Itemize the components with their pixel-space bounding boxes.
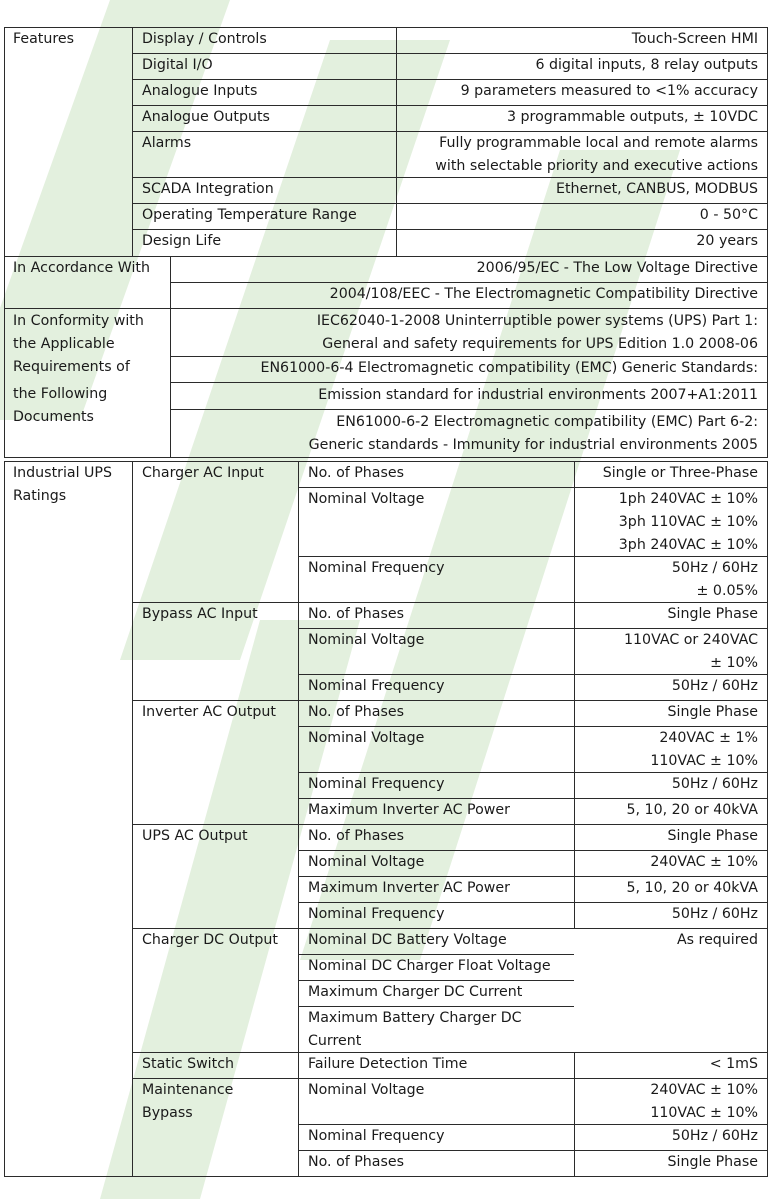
row-divider bbox=[132, 79, 768, 80]
param-value: 50Hz / 60Hz bbox=[671, 776, 758, 792]
feature-label: Analogue Inputs bbox=[142, 83, 258, 99]
param-label: No. of Phases bbox=[308, 704, 405, 720]
row-divider bbox=[298, 674, 768, 675]
param-value: Single Phase bbox=[667, 1154, 758, 1170]
param-value: 3ph 110VAC ± 10% bbox=[618, 514, 758, 530]
feature-label: Design Life bbox=[142, 233, 222, 249]
standard-item: EN61000-6-2 Electromagnetic compatibility (EMC) Part 6-2: bbox=[336, 414, 758, 430]
row-divider bbox=[298, 798, 768, 799]
group-divider bbox=[132, 602, 768, 603]
row-divider bbox=[298, 556, 768, 557]
feature-label: Operating Temperature Range bbox=[142, 207, 357, 223]
conformity-title: In Conformity with bbox=[13, 313, 144, 329]
param-label: Nominal Voltage bbox=[308, 491, 425, 507]
standard-item: IEC62040-1-2008 Uninterruptible power systems (UPS) Part 1: bbox=[316, 313, 758, 329]
ratings-title: Industrial UPS bbox=[13, 465, 112, 481]
column-divider bbox=[574, 461, 575, 929]
param-label: Maximum Inverter AC Power bbox=[308, 880, 510, 896]
param-label: Nominal Frequency bbox=[308, 678, 445, 694]
param-label: Current bbox=[308, 1033, 362, 1049]
row-divider bbox=[132, 105, 768, 106]
directive-item: 2004/108/EEC - The Electromagnetic Compatibility Directive bbox=[329, 286, 758, 302]
ratings-title: Ratings bbox=[13, 488, 67, 504]
standard-item: Generic standards - Immunity for industrial environments 2005 bbox=[308, 437, 758, 453]
feature-label: Digital I/O bbox=[142, 57, 213, 73]
param-value: 240VAC ± 10% bbox=[650, 1082, 758, 1098]
column-divider bbox=[132, 27, 133, 257]
section-divider bbox=[4, 308, 768, 309]
row-divider bbox=[170, 409, 768, 410]
group-name: Bypass AC Input bbox=[142, 606, 258, 622]
param-value: Single Phase bbox=[667, 606, 758, 622]
group-divider bbox=[132, 1078, 768, 1079]
param-value: Single or Three-Phase bbox=[602, 465, 758, 481]
row-divider bbox=[298, 772, 768, 773]
param-value: ± 0.05% bbox=[696, 583, 758, 599]
param-value: 240VAC ± 1% bbox=[659, 730, 758, 746]
column-divider bbox=[574, 1052, 575, 1177]
row-divider bbox=[298, 980, 574, 981]
directive-item: 2006/95/EC - The Low Voltage Directive bbox=[476, 260, 758, 276]
accordance-title: In Accordance With bbox=[13, 260, 150, 276]
group-name: Inverter AC Output bbox=[142, 704, 276, 720]
feature-label: Alarms bbox=[142, 135, 192, 151]
row-divider bbox=[298, 876, 768, 877]
param-value: Single Phase bbox=[667, 828, 758, 844]
standard-item: EN61000-6-4 Electromagnetic compatibility (EMC) Generic Standards: bbox=[260, 360, 758, 376]
group-divider bbox=[132, 700, 768, 701]
feature-value: Touch-Screen HMI bbox=[631, 31, 758, 47]
param-value: 5, 10, 20 or 40kVA bbox=[626, 880, 758, 896]
column-divider bbox=[396, 27, 397, 257]
group-name: Maintenance bbox=[142, 1082, 234, 1098]
param-label: Nominal Voltage bbox=[308, 1082, 425, 1098]
param-label: Nominal Voltage bbox=[308, 854, 425, 870]
feature-value: 3 programmable outputs, ± 10VDC bbox=[507, 109, 758, 125]
feature-value: 6 digital inputs, 8 relay outputs bbox=[535, 57, 758, 73]
feature-label: Display / Controls bbox=[142, 31, 267, 47]
param-value: 5, 10, 20 or 40kVA bbox=[626, 802, 758, 818]
column-divider bbox=[298, 461, 299, 1177]
group-divider bbox=[132, 824, 768, 825]
conformity-title: Documents bbox=[13, 409, 94, 425]
row-divider bbox=[170, 356, 768, 357]
feature-value: 9 parameters measured to <1% accuracy bbox=[460, 83, 758, 99]
row-divider bbox=[298, 726, 768, 727]
row-divider bbox=[132, 177, 768, 178]
param-label: No. of Phases bbox=[308, 1154, 405, 1170]
param-value: 1ph 240VAC ± 10% bbox=[618, 491, 758, 507]
standard-item: General and safety requirements for UPS Edition 1.0 2008-06 bbox=[322, 336, 758, 352]
param-label: Maximum Inverter AC Power bbox=[308, 802, 510, 818]
param-value: ± 10% bbox=[710, 655, 758, 671]
param-value: 50Hz / 60Hz bbox=[671, 906, 758, 922]
table-border bbox=[4, 457, 768, 458]
param-label: No. of Phases bbox=[308, 828, 405, 844]
param-value: As required bbox=[676, 932, 758, 948]
column-divider bbox=[170, 256, 171, 458]
feature-value: 20 years bbox=[696, 233, 758, 249]
row-divider bbox=[298, 1124, 768, 1125]
param-label: No. of Phases bbox=[308, 465, 405, 481]
row-divider bbox=[298, 487, 768, 488]
group-name: Bypass bbox=[142, 1105, 193, 1121]
group-divider bbox=[132, 1052, 768, 1053]
param-value: 110VAC ± 10% bbox=[650, 1105, 758, 1121]
param-value: 50Hz / 60Hz bbox=[671, 560, 758, 576]
group-name: Static Switch bbox=[142, 1056, 234, 1072]
param-label: Maximum Battery Charger DC bbox=[308, 1010, 522, 1026]
row-divider bbox=[132, 131, 768, 132]
standard-item: Emission standard for industrial environments 2007+A1:2011 bbox=[318, 387, 758, 403]
row-divider bbox=[298, 902, 768, 903]
row-divider bbox=[298, 850, 768, 851]
group-name: Charger DC Output bbox=[142, 932, 278, 948]
conformity-title: the Following bbox=[13, 386, 108, 402]
table-border bbox=[4, 1176, 768, 1177]
param-label: No. of Phases bbox=[308, 606, 405, 622]
row-divider bbox=[132, 203, 768, 204]
row-divider bbox=[132, 53, 768, 54]
row-divider bbox=[298, 628, 768, 629]
param-value: < 1mS bbox=[709, 1056, 758, 1072]
param-value: 240VAC ± 10% bbox=[650, 854, 758, 870]
table-border bbox=[4, 461, 5, 1177]
param-label: Maximum Charger DC Current bbox=[308, 984, 523, 1000]
section-divider bbox=[4, 256, 768, 257]
param-label: Nominal Voltage bbox=[308, 632, 425, 648]
feature-value: Fully programmable local and remote alarms bbox=[439, 135, 758, 151]
row-divider bbox=[298, 954, 574, 955]
param-label: Nominal DC Charger Float Voltage bbox=[308, 958, 551, 974]
param-label: Nominal Frequency bbox=[308, 1128, 445, 1144]
feature-value: 0 - 50°C bbox=[699, 207, 758, 223]
table-border bbox=[4, 27, 5, 458]
group-divider bbox=[132, 928, 768, 929]
param-label: Nominal Frequency bbox=[308, 776, 445, 792]
row-divider bbox=[170, 282, 768, 283]
param-value: 50Hz / 60Hz bbox=[671, 1128, 758, 1144]
group-name: UPS AC Output bbox=[142, 828, 248, 844]
row-divider bbox=[298, 1006, 574, 1007]
group-name: Charger AC Input bbox=[142, 465, 264, 481]
feature-value: with selectable priority and executive actions bbox=[435, 158, 758, 174]
conformity-title: the Applicable bbox=[13, 336, 115, 352]
row-divider bbox=[298, 1150, 768, 1151]
param-label: Failure Detection Time bbox=[308, 1056, 468, 1072]
row-divider bbox=[170, 382, 768, 383]
param-value: 110VAC ± 10% bbox=[650, 753, 758, 769]
feature-label: SCADA Integration bbox=[142, 181, 274, 197]
table-border bbox=[4, 461, 768, 462]
conformity-title: Requirements of bbox=[13, 359, 130, 375]
param-value: 50Hz / 60Hz bbox=[671, 678, 758, 694]
param-value: Single Phase bbox=[667, 704, 758, 720]
param-value: 3ph 240VAC ± 10% bbox=[618, 537, 758, 553]
param-label: Nominal Voltage bbox=[308, 730, 425, 746]
features-title: Features bbox=[13, 31, 75, 47]
param-value: 110VAC or 240VAC bbox=[623, 632, 758, 648]
column-divider bbox=[132, 461, 133, 1177]
row-divider bbox=[132, 229, 768, 230]
param-label: Nominal Frequency bbox=[308, 906, 445, 922]
param-label: Nominal DC Battery Voltage bbox=[308, 932, 507, 948]
param-label: Nominal Frequency bbox=[308, 560, 445, 576]
feature-value: Ethernet, CANBUS, MODBUS bbox=[556, 181, 758, 197]
feature-label: Analogue Outputs bbox=[142, 109, 270, 125]
table-border bbox=[4, 27, 768, 28]
